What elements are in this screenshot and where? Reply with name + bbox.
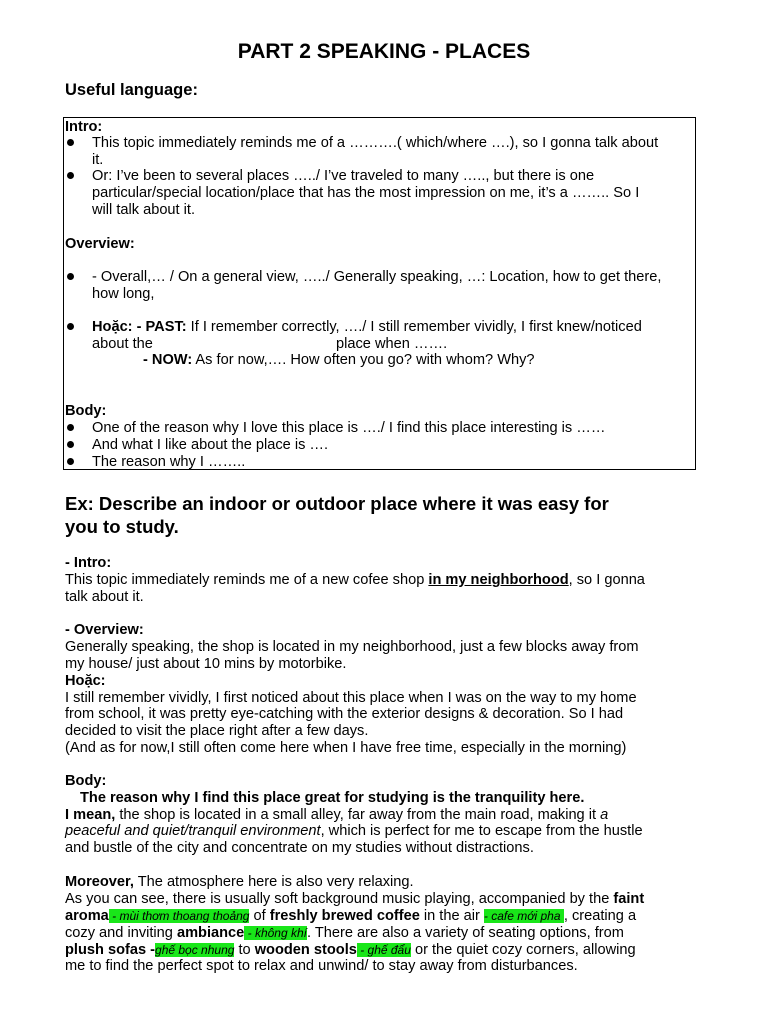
overview-bullet-2-line-2a: about the xyxy=(92,336,153,352)
highlight-translation: - không khí xyxy=(244,926,307,940)
as-bold-faint: faint xyxy=(613,891,645,907)
body-bullet-1: One of the reason why I love this place is …./ I find this place interesting is …… xyxy=(92,420,606,436)
now-label: - NOW: xyxy=(143,352,193,368)
intro-bullet-2-line-1: Or: I’ve been to several places …../ I’ve traveled to many ….., but there is one xyxy=(92,168,595,184)
example-intro-label: - Intro: xyxy=(65,555,112,571)
bullet-icon xyxy=(67,323,74,330)
example-body-label: Body: xyxy=(65,773,107,789)
as-bold-aroma: aroma xyxy=(65,908,109,924)
example-as-line-4 xyxy=(65,942,636,959)
now-text: As for now,…. How often you go? with whom? Why? xyxy=(192,352,535,368)
mean-text-2: , which is perfect for me to escape from the hustle xyxy=(320,823,643,839)
intro-bullet-2-line-3: will talk about it. xyxy=(92,202,196,218)
example-hoac-line-4: (And as for now,I still often come here when I have free time, especially in the morning) xyxy=(65,740,627,756)
overview-bullet-2-line-2b: place when ……. xyxy=(336,336,448,352)
as-bold-coffee: freshly brewed coffee xyxy=(269,908,420,924)
bullet-icon xyxy=(67,273,74,280)
overview-bullet-1-line-2: how long, xyxy=(92,286,155,302)
example-body-mean-line-3: and bustle of the city and concentrate on my studies without distractions. xyxy=(65,840,534,856)
past-text: If I remember correctly, …./ I still remember vividly, I first knew/noticed xyxy=(186,319,642,335)
highlight-translation: ghế bọc nhung xyxy=(155,943,235,957)
intro-label: Intro: xyxy=(65,119,103,135)
intro-underlined-phrase: in my neighborhood xyxy=(428,572,569,588)
bullet-icon xyxy=(67,458,74,465)
overview-label: Overview: xyxy=(65,236,135,252)
example-as-line-3 xyxy=(65,925,624,942)
page-title: PART 2 SPEAKING - PLACES xyxy=(237,40,531,63)
bullet-icon xyxy=(67,139,74,146)
example-moreover-line xyxy=(65,874,414,891)
as-bold-ambiance: ambiance xyxy=(176,925,245,941)
example-overview-line-1: Generally speaking, the shop is located in my neighborhood, just a few blocks away from xyxy=(65,639,639,655)
body-label: Body: xyxy=(65,403,107,419)
intro-text-a: This topic immediately reminds me of a new cofee shop xyxy=(65,572,429,588)
example-overview-line-2: my house/ just about 10 mins by motorbike. xyxy=(65,656,347,672)
overview-now-line xyxy=(143,352,535,369)
bullet-icon xyxy=(67,441,74,448)
bullet-icon xyxy=(67,172,74,179)
as-text-cozy: cozy and inviting xyxy=(65,925,177,941)
section-heading-useful-language: Useful language: xyxy=(65,81,198,99)
example-body-reason: The reason why I find this place great for studying is the tranquility here. xyxy=(80,790,585,806)
intro-text-c: , so I gonna xyxy=(568,572,645,588)
overview-bullet-2-line-1 xyxy=(92,319,642,336)
hoac-past-label: Hoặc: - PAST: xyxy=(92,319,187,335)
body-bullet-3: The reason why I …….. xyxy=(92,454,246,470)
example-body-mean-line-2 xyxy=(65,823,643,840)
as-bold-sofas: plush sofas - xyxy=(65,942,156,958)
example-hoac-line-2: from school, it was pretty eye-catching with the exterior designs & decoration. So I had xyxy=(65,706,624,722)
body-bullet-2: And what I like about the place is …. xyxy=(92,437,329,453)
moreover-label: Moreover, xyxy=(65,874,134,890)
as-text-to: to xyxy=(234,942,255,958)
example-as-line-5: me to find the perfect spot to relax and unwind/ to stay away from disturbances. xyxy=(65,958,578,974)
as-bold-stools: wooden stools xyxy=(254,942,357,958)
example-heading xyxy=(65,492,705,538)
mean-italic-phrase: peaceful and quiet/tranquil environment xyxy=(65,823,321,839)
example-heading-line-2: you to study. xyxy=(65,516,179,537)
as-text-air: in the air xyxy=(419,908,484,924)
mean-italic: a xyxy=(600,807,609,823)
highlight-translation: - ghế đẩu xyxy=(356,943,411,957)
as-text-a: As you can see, there is usually soft background music playing, accompanied by the xyxy=(65,891,614,907)
intro-bullet-2-line-2: particular/special location/place that has the most impression on me, it’s a …….. So I xyxy=(92,185,640,201)
example-intro-line-1 xyxy=(65,572,645,589)
intro-bullet-1-line-1: This topic immediately reminds me of a ……….( which/where ….), so I gonna talk about xyxy=(92,135,659,151)
as-text-creating: , creating a xyxy=(563,908,637,924)
highlight-translation: - cafe mới pha xyxy=(483,909,564,923)
example-hoac-label: Hoặc: xyxy=(65,673,106,689)
moreover-text: The atmosphere here is also very relaxing. xyxy=(133,874,414,890)
as-text-corners: or the quiet cozy corners, allowing xyxy=(410,942,636,958)
intro-bullet-1-line-2: it. xyxy=(92,152,104,168)
as-text-of: of xyxy=(249,908,270,924)
example-heading-line-1: Ex: Describe an indoor or outdoor place where it was easy for xyxy=(65,493,609,514)
i-mean-label: I mean, xyxy=(65,807,116,823)
bullet-icon xyxy=(67,424,74,431)
example-as-line-2 xyxy=(65,908,636,925)
example-overview-label: - Overview: xyxy=(65,622,144,638)
example-intro-line-2: talk about it. xyxy=(65,589,144,605)
highlight-translation: - mùi thơm thoang thoảng xyxy=(108,909,250,923)
example-hoac-line-1: I still remember vividly, I first noticed about this place when I was on the way to my home xyxy=(65,690,637,706)
example-as-line-1 xyxy=(65,891,644,908)
example-hoac-line-3: decided to visit the place right after a few days. xyxy=(65,723,369,739)
example-body-mean-line-1 xyxy=(65,807,608,824)
mean-text: the shop is located in a small alley, far away from the main road, making it xyxy=(115,807,601,823)
overview-bullet-1-line-1: - Overall,… / On a general view, …../ Generally speaking, …: Location, how to get there, xyxy=(92,269,662,285)
as-text-seating: . There are also a variety of seating options, from xyxy=(306,925,624,941)
